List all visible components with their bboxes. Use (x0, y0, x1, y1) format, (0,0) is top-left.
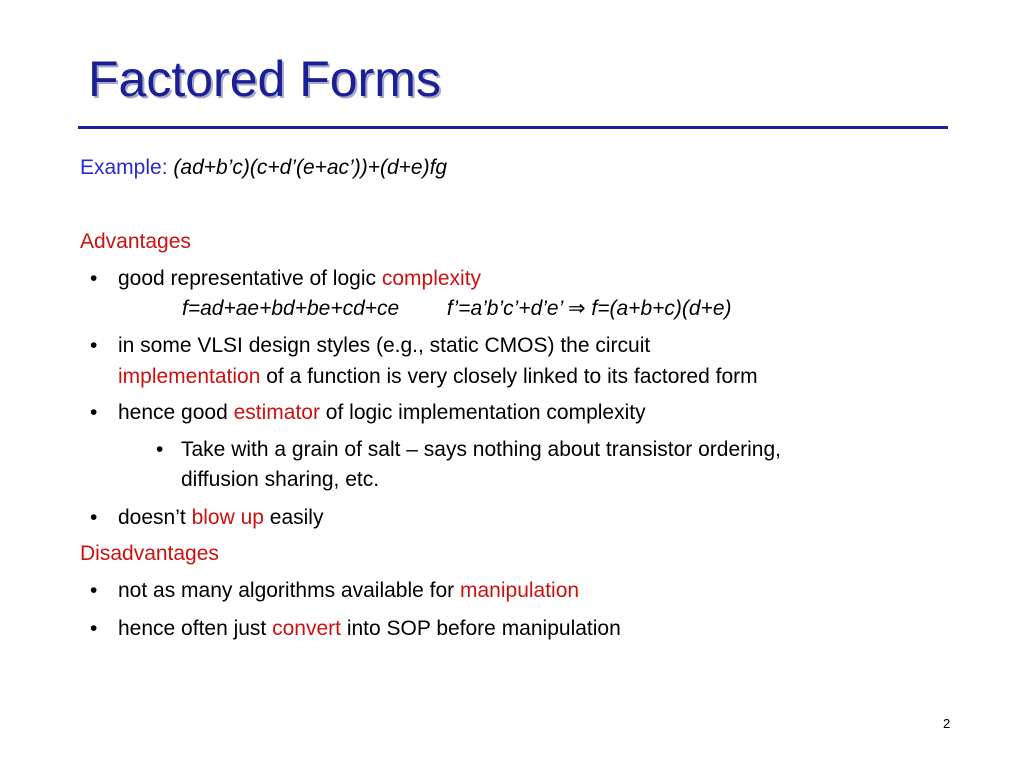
advantage-item-blowup: doesn’t blow up easily (118, 506, 324, 529)
disadvantage-item-convert: hence often just convert into SOP before manipulation (118, 617, 621, 640)
highlight-blow-up: blow up (191, 506, 264, 529)
formula-sop: f=ad+ae+bd+be+cd+ce (182, 297, 400, 320)
advantage-item-vlsi-line2: implementation of a function is very closely linked to its factored form (118, 365, 758, 388)
advantage-item-vlsi-line1: in some VLSI design styles (e.g., static CMOS) the circuit (118, 334, 651, 357)
bullet: • (90, 617, 98, 640)
sub-item-line1: Take with a grain of salt – says nothing about transistor ordering, (181, 438, 781, 461)
highlight-convert: convert (272, 617, 341, 640)
advantage-item-estimator: hence good estimator of logic implementation complexity (118, 401, 646, 424)
implies-arrow-icon: ⇒ (567, 297, 586, 320)
advantages-heading: Advantages (80, 230, 191, 253)
formula-factored: f=(a+b+c)(d+e) (591, 297, 732, 320)
advantage-item-complexity: good representative of logic complexity (118, 267, 482, 290)
bullet: • (90, 267, 98, 290)
disadvantage-item-manipulation: not as many algorithms available for manipulation (118, 579, 580, 602)
title-divider (78, 126, 948, 129)
sub-bullet: • (156, 438, 164, 461)
sub-item-line2: diffusion sharing, etc. (181, 468, 380, 491)
highlight-implementation: implementation (118, 365, 261, 388)
formula-line (182, 296, 732, 322)
bullet: • (90, 506, 98, 529)
page-number: 2 (943, 716, 951, 731)
highlight-manipulation: manipulation (460, 579, 580, 602)
example-label: Example: (80, 156, 168, 179)
formula-complement: f’=a’b’c’+d’e’ (446, 297, 563, 320)
bullet: • (90, 334, 98, 357)
highlight-complexity: complexity (381, 267, 482, 290)
disadvantages-heading: Disadvantages (80, 542, 219, 565)
bullet: • (90, 579, 98, 602)
bullet: • (90, 401, 98, 424)
example-line (80, 155, 447, 181)
highlight-estimator: estimator (233, 401, 320, 424)
example-expression: (ad+b’c)(c+d’(e+ac’))+(d+e)fg (173, 156, 448, 179)
slide-title: Factored Forms (88, 51, 441, 107)
